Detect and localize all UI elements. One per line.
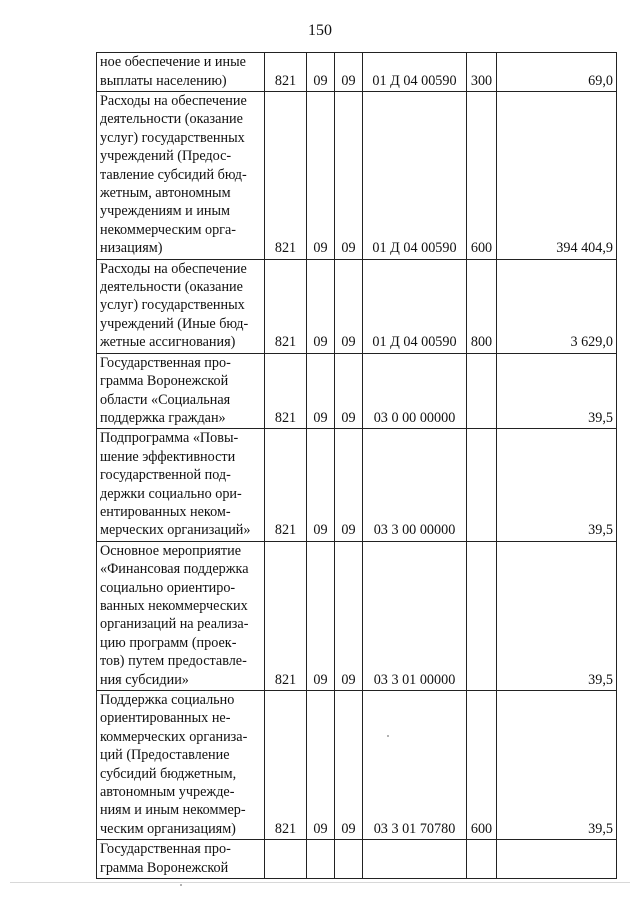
ministry-code-cell: 821 bbox=[265, 691, 307, 840]
amount-cell: 39,5 bbox=[497, 429, 617, 541]
table-row bbox=[97, 53, 617, 92]
expense-type-cell bbox=[467, 353, 497, 429]
ministry-code-cell: 821 bbox=[265, 429, 307, 541]
subsection-code-cell: 09 bbox=[335, 429, 363, 541]
target-article-cell: 03 3 00 00000 bbox=[363, 429, 467, 541]
row-name-cell: Государственная про- грамма Воронежской bbox=[97, 840, 265, 879]
budget-table bbox=[96, 52, 617, 879]
ministry-code-cell: 821 bbox=[265, 541, 307, 690]
target-article-cell: 01 Д 04 00590 bbox=[363, 53, 467, 92]
expense-type-cell: 600 bbox=[467, 92, 497, 260]
ministry-code-cell: 821 bbox=[265, 92, 307, 260]
table-row bbox=[97, 541, 617, 690]
expense-type-cell: 800 bbox=[467, 259, 497, 353]
target-article-cell: 03 3 01 00000 bbox=[363, 541, 467, 690]
section-code-cell: 09 bbox=[307, 259, 335, 353]
scan-speck bbox=[180, 884, 182, 886]
expense-type-cell bbox=[467, 429, 497, 541]
ministry-code-cell bbox=[265, 840, 307, 879]
amount-cell: 39,5 bbox=[497, 691, 617, 840]
target-article-cell bbox=[363, 840, 467, 879]
page-number: 150 bbox=[308, 22, 332, 39]
row-name-cell: ное обеспечение и иные выплаты населению) bbox=[97, 53, 265, 92]
ministry-code-cell: 821 bbox=[265, 353, 307, 429]
amount-cell bbox=[497, 840, 617, 879]
row-name-cell: Расходы на обеспечение деятельности (оказание услуг) государственных учреждений (Предос- тавление субсидий бюд- жетным, автономным учреждениям и иным некоммерческим орга- низациям) bbox=[97, 92, 265, 260]
table-row bbox=[97, 353, 617, 429]
expense-type-cell bbox=[467, 840, 497, 879]
table-row bbox=[97, 259, 617, 353]
table-row bbox=[97, 840, 617, 879]
section-code-cell bbox=[307, 840, 335, 879]
budget-table-body bbox=[97, 53, 617, 879]
scan-speck bbox=[387, 735, 389, 737]
table-row bbox=[97, 92, 617, 260]
subsection-code-cell: 09 bbox=[335, 259, 363, 353]
target-article-cell: 01 Д 04 00590 bbox=[363, 92, 467, 260]
amount-cell: 39,5 bbox=[497, 541, 617, 690]
table-row bbox=[97, 429, 617, 541]
section-code-cell: 09 bbox=[307, 429, 335, 541]
subsection-code-cell bbox=[335, 840, 363, 879]
expense-type-cell: 600 bbox=[467, 691, 497, 840]
section-code-cell: 09 bbox=[307, 53, 335, 92]
section-code-cell: 09 bbox=[307, 353, 335, 429]
amount-cell: 39,5 bbox=[497, 353, 617, 429]
row-name-cell: Основное мероприятие «Финансовая поддержка социально ориентиро- ванных некоммерческих организаций на реализа- цию программ (проек- тов) путем предоставле- ния субсидии» bbox=[97, 541, 265, 690]
scan-edge-line bbox=[10, 882, 630, 883]
subsection-code-cell: 09 bbox=[335, 53, 363, 92]
row-name-cell: Поддержка социально ориентированных не- коммерческих организа- ций (Предоставление субсидий бюджетным, автономным учрежде- ниям и иным некоммер- ческим организациям) bbox=[97, 691, 265, 840]
subsection-code-cell: 09 bbox=[335, 691, 363, 840]
amount-cell: 69,0 bbox=[497, 53, 617, 92]
table-row bbox=[97, 691, 617, 840]
subsection-code-cell: 09 bbox=[335, 353, 363, 429]
ministry-code-cell: 821 bbox=[265, 53, 307, 92]
target-article-cell: 01 Д 04 00590 bbox=[363, 259, 467, 353]
section-code-cell: 09 bbox=[307, 691, 335, 840]
amount-cell: 3 629,0 bbox=[497, 259, 617, 353]
subsection-code-cell: 09 bbox=[335, 92, 363, 260]
ministry-code-cell: 821 bbox=[265, 259, 307, 353]
section-code-cell: 09 bbox=[307, 92, 335, 260]
expense-type-cell bbox=[467, 541, 497, 690]
row-name-cell: Расходы на обеспечение деятельности (оказание услуг) государственных учреждений (Иные бюд- жетные ассигнования) bbox=[97, 259, 265, 353]
target-article-cell: 03 0 00 00000 bbox=[363, 353, 467, 429]
expense-type-cell: 300 bbox=[467, 53, 497, 92]
subsection-code-cell: 09 bbox=[335, 541, 363, 690]
row-name-cell: Государственная про- грамма Воронежской области «Социальная поддержка граждан» bbox=[97, 353, 265, 429]
target-article-cell: 03 3 01 70780 bbox=[363, 691, 467, 840]
amount-cell: 394 404,9 bbox=[497, 92, 617, 260]
section-code-cell: 09 bbox=[307, 541, 335, 690]
row-name-cell: Подпрограмма «Повы- шение эффективности государственной под- держки социально ори- ентированных неком- мерческих организаций» bbox=[97, 429, 265, 541]
